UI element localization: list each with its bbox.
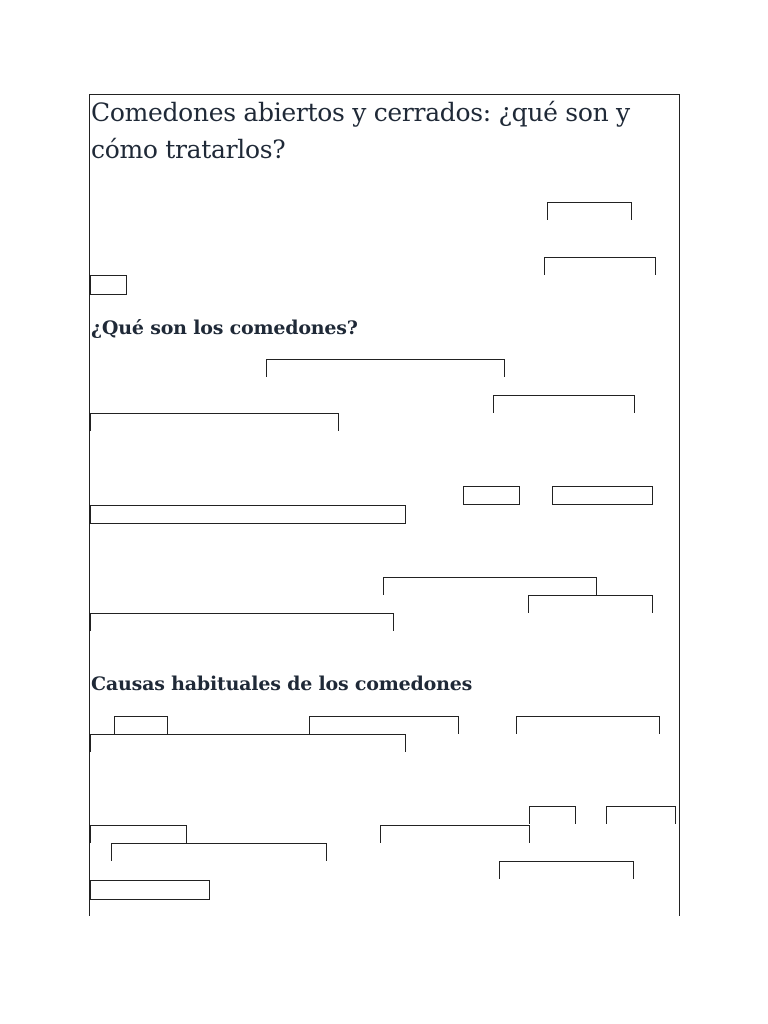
text-placeholder [309,716,459,734]
text-placeholder [493,395,635,413]
text-placeholder [463,486,520,505]
text-placeholder [544,257,656,275]
text-placeholder [90,413,339,431]
text-placeholder [90,613,394,631]
text-placeholder [547,202,632,220]
section-heading-common-causes: Causas habituales de los comedones [91,673,473,695]
text-placeholder [383,577,597,595]
text-placeholder [552,486,653,505]
text-placeholder [90,505,406,524]
text-placeholder [516,716,660,734]
section-heading-what-are-comedones: ¿Qué son los comedones? [91,317,358,339]
text-placeholder [606,806,676,824]
text-placeholder [528,595,653,613]
text-placeholder [90,880,210,900]
text-placeholder [499,861,634,879]
text-placeholder [90,275,127,295]
text-placeholder [114,716,168,734]
document-title: Comedones abiertos y cerrados: ¿qué son y cómo tratarlos? [91,98,630,164]
text-placeholder [90,825,187,843]
text-placeholder [529,806,576,824]
text-placeholder [90,734,406,752]
text-placeholder [266,359,505,377]
text-placeholder [380,825,530,843]
text-placeholder [111,843,327,861]
